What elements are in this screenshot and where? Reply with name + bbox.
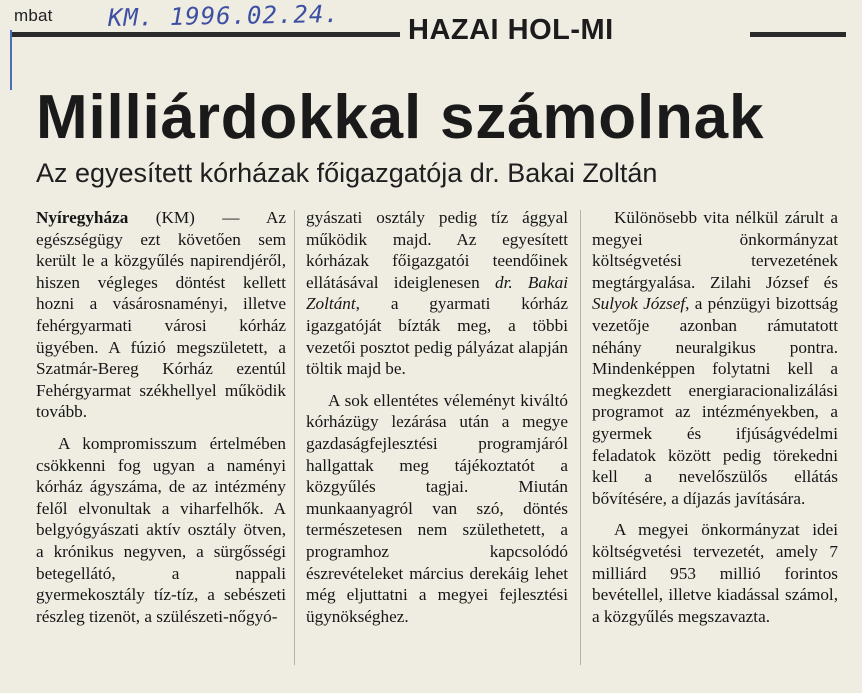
paragraph: A sok ellentétes véleményt kiváltó kórházügy lezárása után a megye gazdaságfejlesztési programjáról hallgattak meg tájékoztatót a közgyűlés tagjai. Miután munkaanyagról van szó, döntés természetesen nem születhetett, a programhoz kapcsolódó észrevételeket március derekáig lehet még eljuttatni a megyei fejlesztési ügynökséghez. bbox=[306, 390, 568, 626]
article-column-1 bbox=[36, 207, 286, 627]
source-label: mbat bbox=[14, 6, 53, 25]
margin-ink-line bbox=[10, 30, 12, 90]
column-divider bbox=[294, 210, 295, 665]
person-name: dr. Bakai Zoltánt bbox=[306, 272, 568, 314]
paragraph-text: (KM) — Az egészségügy ezt követően sem került le a közgyűlés napirendjéről, hiszen végleges döntést kellett hozni a vásárosnaményi, illetve fehérgyarmati városi kórház ügyében. A fúzió megszületett, a Szatmár-Bereg Kórház ezentúl Fehérgyarmat székhellyel működik tovább. bbox=[36, 208, 286, 422]
section-title: HAZAI HOL-MI bbox=[408, 14, 614, 46]
column-divider bbox=[580, 210, 581, 665]
paragraph-text: gyászati osztály pedig tíz ággyal működik majd. Az egyesített kórházak főigazgatói teendőinek ellátásával ideiglenesen bbox=[306, 208, 568, 292]
header-rule-right bbox=[750, 32, 846, 37]
header-rule-left bbox=[12, 32, 400, 37]
paragraph bbox=[592, 207, 838, 509]
article-column-3 bbox=[592, 207, 838, 627]
article-headline: Milliárdokkal számolnak bbox=[36, 83, 765, 152]
dateline: Nyíregyháza bbox=[36, 208, 129, 227]
handwritten-date-note: KM. 1996.02.24. bbox=[107, 0, 340, 33]
paragraph-text: , a gyarmati kórház igazgatóját bízták meg, a többi vezetői posztot pedig pályázat alapján töltik majd be. bbox=[306, 294, 568, 379]
paragraph bbox=[36, 207, 286, 423]
article-column-2 bbox=[306, 207, 568, 627]
paragraph-text: , a pénzügyi bizottság vezetője azonban rámutatott néhány neuralgikus pontra. Mindenképpen folytatni kell a megkezdett energiaracionalizálási programot az intézményekben, a gyermek és ifjúságvédelmi feladatok között pedig törekedni kell a nevelőszülős ellátás bővítésére, a díjazás javítására. bbox=[592, 294, 838, 508]
paragraph-text: Különösebb vita nélkül zárult a megyei önkormányzat költségvetési tervezetének megtárgyalása. Zilahi József és bbox=[592, 208, 838, 292]
article-subheadline: Az egyesített kórházak főigazgatója dr. Bakai Zoltán bbox=[36, 158, 658, 188]
person-name: Sulyok József bbox=[592, 294, 686, 314]
paragraph: A megyei önkormányzat idei költségvetési tervezetét, amely 7 milliárd 953 millió forintos bevétellel, illetve kiadással számol, a közgyűlés megszavazta. bbox=[592, 520, 838, 626]
paragraph bbox=[306, 207, 568, 380]
paragraph: A kompromisszum értelmében csökkenni fog ugyan a naményi kórház ágyszáma, de az intézmény felől elvonultak a viharfelhők. A belgyógyászati aktív osztály ötven, a krónikus negyven, a sürgősségi betegellátó, a nappali gyermekosztály tíz-tíz, a sebészeti részleg tizenöt, a szülészeti-nőgyó- bbox=[36, 433, 286, 626]
